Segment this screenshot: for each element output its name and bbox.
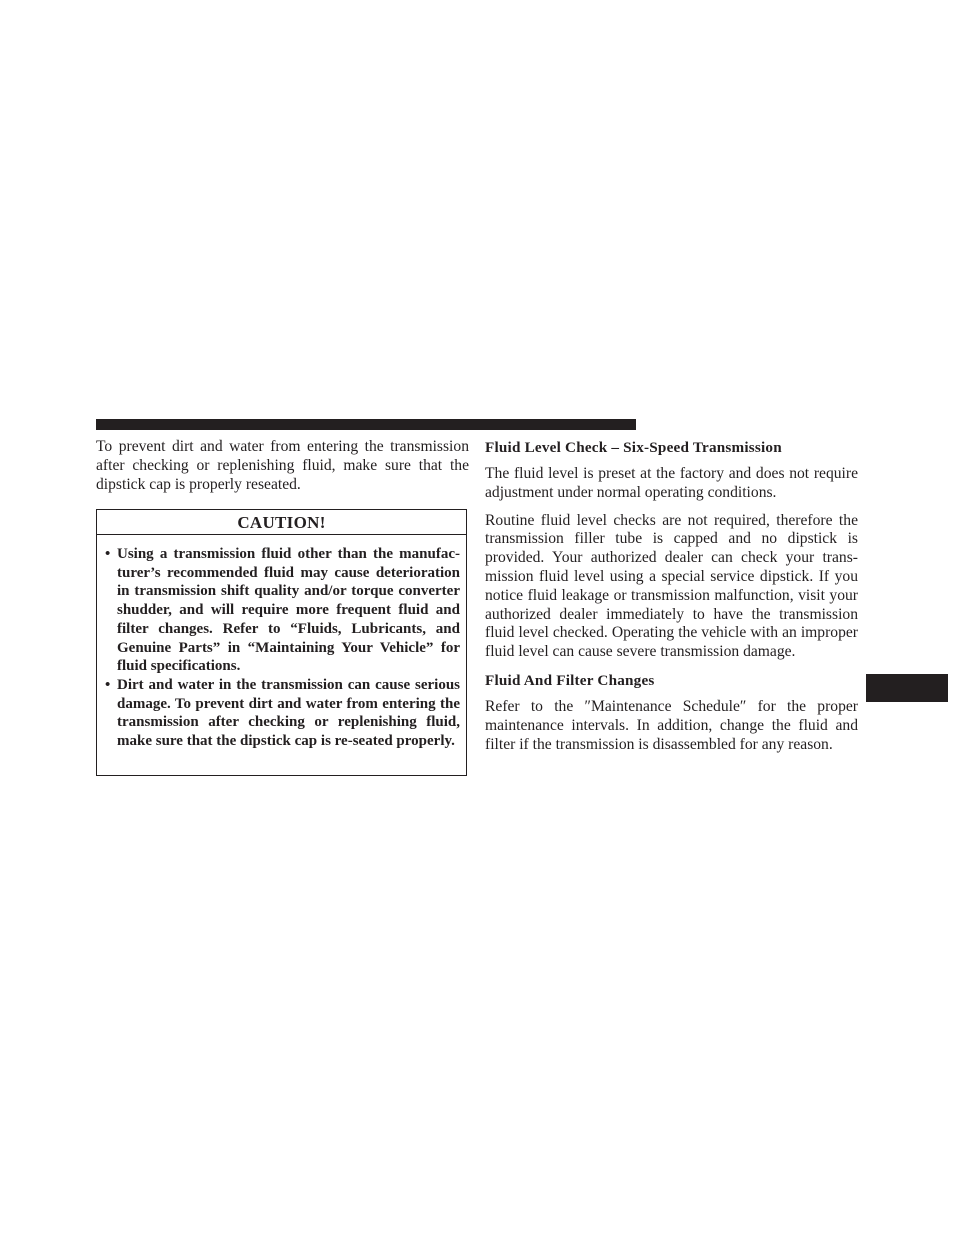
paragraph-maintenance: Refer to the ″Maintenance Schedule″ for the proper maintenance intervals. In addition, change the fluid and filter if the transmission is disassembled for any reason.	[485, 697, 858, 753]
caution-list	[97, 535, 466, 751]
caution-box	[96, 509, 467, 776]
bullet-icon: •	[105, 546, 111, 562]
paragraph-routine-checks: Routine fluid level checks are not required, therefore the transmission filler tube is capped and no dipstick is provided. Your authorized dealer can check your transmission fluid level using a special service dipstick. If you notice fluid leakage or transmission malfunction, visit your authorized dealer immediately to have the transmission fluid level checked. Operating the vehicle with an improper fluid level can cause severe transmission damage.	[485, 511, 858, 661]
caution-item	[105, 545, 460, 676]
caution-item-text: Dirt and water in the transmission can cause serious damage. To prevent dirt and water from entering the transmission after checking or replenishing fluid, make sure that the dipstick cap is re-seated properly.	[117, 676, 460, 750]
paragraph-fluid-preset: The fluid level is preset at the factory and does not require adjustment under normal operating conditions.	[485, 465, 858, 501]
section-heading-fluid-level: Fluid Level Check – Six-Speed Transmission	[485, 439, 782, 456]
left-column	[96, 438, 469, 494]
caution-item-text: Using a transmission fluid other than the manufacturer’s recommended fluid may cause deterioration in transmission shift quality and/or torque converter shudder, and will require more frequent fluid and filter changes. Refer to “Fluids, Lubricants, and Genuine Parts” in “Maintaining Your Vehicle” for fluid specifications.	[117, 546, 460, 675]
bullet-icon: •	[105, 676, 111, 693]
header-rule	[96, 419, 636, 430]
right-column	[485, 438, 858, 763]
section-tab-marker	[866, 674, 948, 702]
caution-title: CAUTION!	[97, 510, 466, 535]
section-heading-fluid-filter: Fluid And Filter Changes	[485, 671, 655, 689]
intro-paragraph: To prevent dirt and water from entering the transmission after checking or replenishing fluid, make sure that the dipstick cap is properly reseated.	[96, 438, 469, 493]
caution-item	[105, 676, 460, 751]
